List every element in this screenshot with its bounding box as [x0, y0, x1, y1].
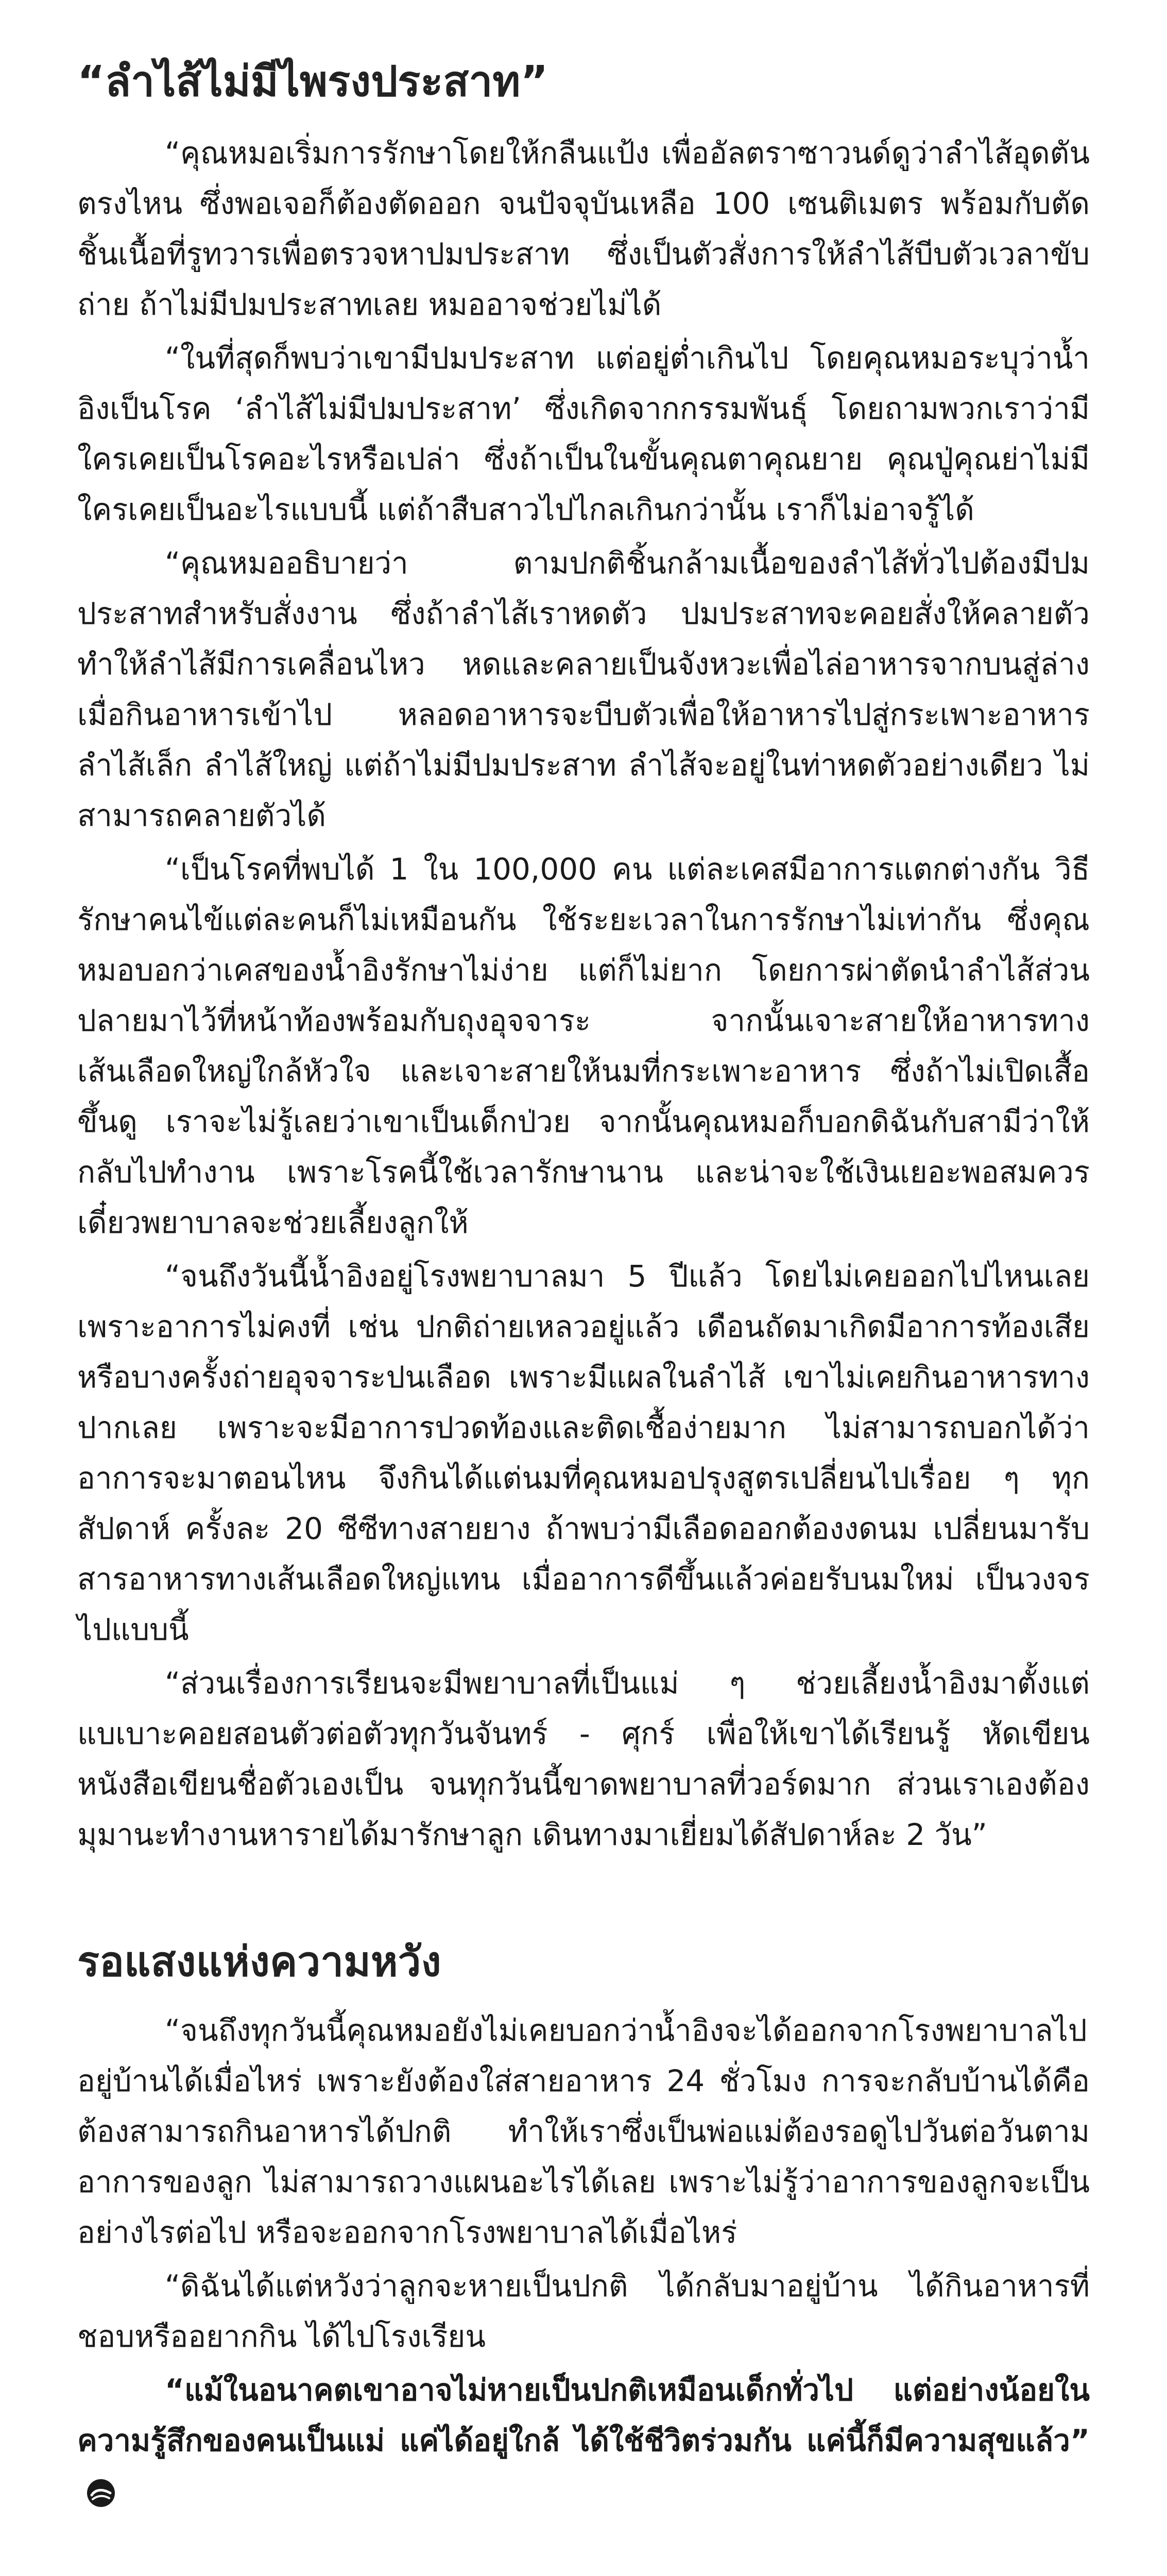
paragraph: “จนถึงทุกวันนี้คุณหมอยังไม่เคยบอกว่าน้ำอิงจะได้ออกจากโรงพยาบาลไปอยู่บ้านได้เมื่อไหร่ เพราะยังต้องใส่สายอาหาร 24 ชั่วโมง การจะกลับบ้านได้คือต้องสามารถกินอาหารได้ปกติ ทำให้เราซึ่งเป็นพ่อแม่ต้องรอดูไปวันต่อวันตามอาการของลูก ไม่สามารถวางแผนอะไรได้เลย เพราะไม่รู้ว่าอาการของลูกจะเป็นอย่างไรต่อไป หรือจะออกจากโรงพยาบาลได้เมื่อไหร่ [77, 2013, 1090, 2250]
paragraph: “คุณหมอเริ่มการรักษาโดยให้กลืนแป้ง เพื่ออัลตราซาวนด์ดูว่าลำไส้อุดตันตรงไหน ซึ่งพอเจอก็ต้องตัดออก จนปัจจุบันเหลือ 100 เซนติเมตร พร้อมกับตัดชิ้นเนื้อที่รูทวารเพื่อตรวจหาปมประสาท ซึ่งเป็นตัวสั่งการให้ลำไส้บีบตัวเวลาขับถ่าย ถ้าไม่มีปมประสาทเลย หมออาจช่วยไม่ได้ [77, 135, 1090, 323]
closing-quote [77, 2365, 1090, 2516]
paragraph: “จนถึงวันนี้น้ำอิงอยู่โรงพยาบาลมา 5 ปีแล้ว โดยไม่เคยออกไปไหนเลย เพราะอาการไม่คงที่ เช่น ปกติถ่ายเหลวอยู่แล้ว เดือนถัดมาเกิดมีอาการท้องเสียหรือบางครั้งถ่ายอุจจาระปนเลือด เพราะมีแผลในลำไส้ เขาไม่เคยกินอาหารทางปากเลย เพราะจะมีอาการปวดท้องและติดเชื้อง่ายมาก ไม่สามารถบอกได้ว่าอาการจะมาตอนไหน จึงกินได้แต่นมที่คุณหมอปรุงสูตรเปลี่ยนไปเรื่อย ๆ ทุกสัปดาห์ ครั้งละ 20 ซีซีทางสายยาง ถ้าพบว่ามีเลือดออกต้องงดนม เปลี่ยนมารับสารอาหารทางเส้นเลือดใหญ่แทน เมื่ออาการดีขึ้นแล้วค่อยรับนมใหม่ เป็นวงจรไปแบบนี้ [77, 1259, 1090, 1648]
end-of-article-icon [85, 2478, 116, 2509]
paragraph: “ส่วนเรื่องการเรียนจะมีพยาบาลที่เป็นแม่ ๆ ช่วยเลี้ยงน้ำอิงมาตั้งแต่แบเบาะคอยสอนตัวต่อตัวทุกวันจันทร์ - ศุกร์ เพื่อให้เขาได้เรียนรู้ หัดเขียนหนังสือเขียนชื่อตัวเองเป็น จนทุกวันนี้ขาดพยาบาลที่วอร์ดมาก ส่วนเราเองต้องมุมานะทำงานหารายได้มารักษาลูก เดินทางมาเยี่ยมได้สัปดาห์ละ 2 วัน” [77, 1666, 1090, 1853]
paragraph: “เป็นโรคที่พบได้ 1 ใน 100,000 คน แต่ละเคสมีอาการแตกต่างกัน วิธีรักษาคนไข้แต่ละคนก็ไม่เหมือนกัน ใช้ระยะเวลาในการรักษาไม่เท่ากัน ซึ่งคุณหมอบอกว่าเคสของน้ำอิงรักษาไม่ง่าย แต่ก็ไม่ยาก โดยการผ่าตัดนำลำไส้ส่วนปลายมาไว้ที่หน้าท้องพร้อมกับถุงอุจจาระ จากนั้นเจาะสายให้อาหารทางเส้นเลือดใหญ่ใกล้หัวใจ และเจาะสายให้นมที่กระเพาะอาหาร ซึ่งถ้าไม่เปิดเสื้อขึ้นดู เราจะไม่รู้เลยว่าเขาเป็นเด็กป่วย จากนั้นคุณหมอก็บอกดิฉันกับสามีว่าให้กลับไปทำงาน เพราะโรคนี้ใช้เวลารักษานาน และน่าจะใช้เงินเยอะพอสมควร เดี๋ยวพยาบาลจะช่วยเลี้ยงลูกให้ [77, 852, 1090, 1241]
paragraph: “คุณหมออธิบายว่า ตามปกติชิ้นกล้ามเนื้อของลำไส้ทั่วไปต้องมีปมประสาทสำหรับสั่งงาน ซึ่งถ้าลำไส้เราหดตัว ปมประสาทจะคอยสั่งให้คลายตัว ทำให้ลำไส้มีการเคลื่อนไหว หดและคลายเป็นจังหวะเพื่อไล่อาหารจากบนสู่ล่าง เมื่อกินอาหารเข้าไป หลอดอาหารจะบีบตัวเพื่อให้อาหารไปสู่กระเพาะอาหาร ลำไส้เล็ก ลำไส้ใหญ่ แต่ถ้าไม่มีปมประสาท ลำไส้จะอยู่ในท่าหดตัวอย่างเดียว ไม่สามารถคลายตัวได้ [77, 546, 1090, 834]
section-heading: “ลำไส้ไม่มีไพรงประสาท” [77, 57, 548, 106]
section-heading: รอแสงแห่งความหวัง [77, 1938, 441, 1986]
paragraph: “ในที่สุดก็พบว่าเขามีปมประสาท แต่อยู่ต่ำเกินไป โดยคุณหมอระบุว่าน้ำอิงเป็นโรค ‘ลำไส้ไม่มีปมประสาท’ ซึ่งเกิดจากกรรมพันธุ์ โดยถามพวกเราว่ามีใครเคยเป็นโรคอะไรหรือเปล่า ซึ่งถ้าเป็นในขั้นคุณตาคุณยาย คุณปู่คุณย่าไม่มีใครเคยเป็นอะไรแบบนี้ แต่ถ้าสืบสาวไปไกลเกินกว่านั้น เราก็ไม่อาจรู้ได้ [77, 341, 1090, 528]
paragraph: “ดิฉันได้แต่หวังว่าลูกจะหายเป็นปกติ ได้กลับมาอยู่บ้าน ได้กินอาหารที่ชอบหรืออยากกิน ได้ไปโรงเรียน [77, 2268, 1090, 2354]
closing-quote-text: “แม้ในอนาคตเขาอาจไม่หายเป็นปกติเหมือนเด็กทั่วไป แต่อย่างน้อยในความรู้สึกของคนเป็นแม่ แค่ได้อยู่ใกล้ ได้ใช้ชีวิตร่วมกัน แค่นี้ก็มีความสุขแล้ว” [77, 2372, 1090, 2459]
